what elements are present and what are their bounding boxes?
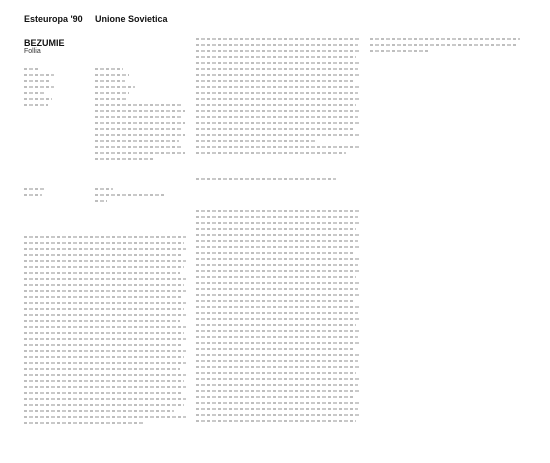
section-header: Esteuropa '90 bbox=[24, 14, 83, 24]
synopsis-left bbox=[24, 236, 186, 428]
text-middle-bottom bbox=[196, 210, 360, 426]
film-title: BEZUMIE bbox=[24, 38, 65, 48]
credits-values-2 bbox=[95, 188, 165, 206]
film-subtitle: Follia bbox=[24, 48, 41, 55]
text-right-note bbox=[370, 38, 520, 56]
credits-labels bbox=[24, 68, 54, 110]
credits-labels-2 bbox=[24, 188, 46, 200]
text-middle-top bbox=[196, 38, 360, 158]
country-header: Unione Sovietica bbox=[95, 14, 168, 24]
credits-values bbox=[95, 68, 185, 164]
text-middle-note bbox=[196, 178, 336, 184]
